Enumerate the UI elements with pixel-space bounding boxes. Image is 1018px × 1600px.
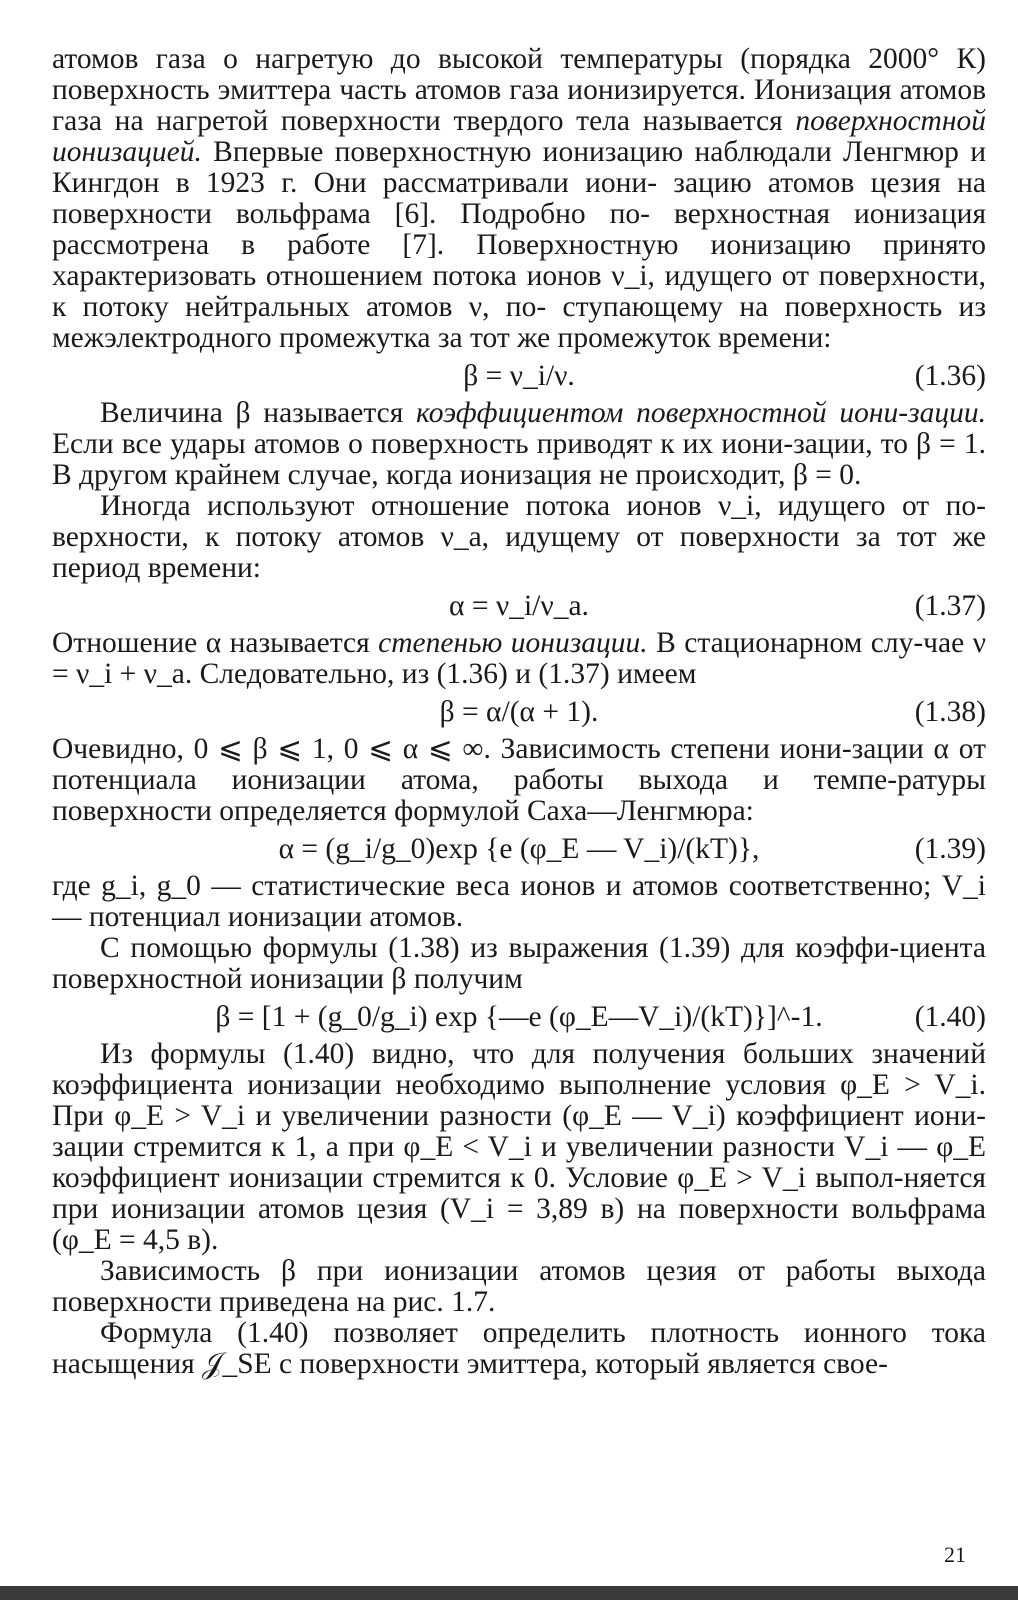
p4-rest: В стационарном слу-чае ν = ν_i + ν_a. Следовательно, из (1.36) и (1.37) имеем [52, 627, 986, 690]
paragraph-1 [52, 44, 986, 354]
equation-formula: β = α/(α + 1). [439, 696, 599, 728]
paragraph-7: С помощью формулы (1.38) из выражения (1.39) для коэффи-циента поверхностной ионизации β получим [52, 932, 986, 995]
equation-1-39 [52, 834, 986, 865]
equation-1-38 [52, 697, 986, 728]
paragraph-10: Формула (1.40) позволяет определить плотность ионного тока насыщения 𝒥_SE с поверхности эмиттера, который является свое- [52, 1317, 986, 1380]
p1-line-3: атомов газа на нагретой поверхности твердого тела называется [52, 74, 987, 137]
scan-bottom-edge [0, 1586, 1018, 1600]
paragraph-4 [52, 628, 986, 690]
term-degree-of-ionization: степенью ионизации. [378, 627, 648, 659]
p2-lead: Величина β называется [100, 397, 417, 429]
p4-lead: Отношение α называется [52, 627, 379, 659]
p2-rest: Если все удары атомов о поверхность приводят к их иони-зации, то β = 1. В другом крайнем случае, когда ионизация не происходит, β = 0. [52, 428, 986, 491]
p1-line-5: наблюдали Ленгмюр и Кингдон в 1923 г. Они рассматривали иони- [52, 136, 986, 199]
equation-1-40 [52, 1002, 986, 1033]
p1-line-10: ступающему на поверхность из межэлектродного промежутка [52, 291, 986, 354]
p1-line-7: верхностная ионизация рассмотрена в работе [7]. Поверхностную [52, 198, 987, 261]
equation-number: (1.36) [914, 360, 986, 392]
page-number: 21 [944, 1542, 966, 1567]
equation-number: (1.40) [914, 1001, 986, 1033]
equation-1-37 [52, 591, 986, 622]
equation-1-36 [52, 361, 986, 392]
equation-number: (1.38) [914, 696, 986, 728]
p1-line-4: Впервые поверхностную ионизацию [201, 136, 684, 168]
p1-line-6: зацию атомов цезия на поверхности вольфрама [6]. Подробно по- [52, 167, 986, 230]
term-surface-ionization: поверхностной ионизацией. [52, 105, 986, 168]
paragraph-2 [52, 398, 986, 491]
equation-formula: α = (g_i/g_0)exp {e (φ_E — V_i)/(kT)}, [278, 833, 760, 865]
paragraph-6: где g_i, g_0 — статистические веса ионов и атомов соответственно; V_i — потенциал ионизации атомов. [52, 870, 986, 933]
p1-line-2: поверхность эмиттера часть атомов газа ионизируется. Ионизация [52, 74, 892, 106]
term-surface-ionization-coefficient: коэффициентом поверхностной иони-зации. [416, 397, 986, 429]
equation-formula: β = ν_i/ν. [463, 360, 575, 392]
page-body [52, 44, 986, 1380]
p1-line-9: ν_i, идущего от поверхности, к потоку нейтральных атомов ν, по- [52, 260, 986, 323]
paragraph-3: Иногда используют отношение потока ионов ν_i, идущего от по-верхности, к потоку атомов ν_a, идущему от поверхности за тот же период времени: [52, 490, 986, 584]
p1-line-1: атомов газа о нагретую до высокой температуры (порядка 2000° К) [52, 43, 986, 75]
equation-formula: β = [1 + (g_0/g_i) exp {—e (φ_E—V_i)/(kT)}]^-1. [215, 1001, 823, 1033]
paragraph-5: Очевидно, 0 ⩽ β ⩽ 1, 0 ⩽ α ⩽ ∞. Зависимость степени иони-зации α от потенциала ионизации атома, работы выхода и темпе-ратуры поверхности определяется формулой Саха—Ленгмюра: [52, 733, 986, 827]
equation-number: (1.37) [914, 590, 986, 622]
equation-number: (1.39) [914, 833, 986, 865]
equation-formula: α = ν_i/ν_a. [449, 590, 589, 622]
paragraph-9: Зависимость β при ионизации атомов цезия от работы выхода поверхности приведена на рис. 1.7. [52, 1255, 986, 1318]
p1-line-11: за тот же промежуток времени: [437, 322, 832, 354]
p1-line-8: ионизацию принято характеризовать отношением потока ионов [52, 229, 987, 292]
paragraph-8: Из формулы (1.40) видно, что для получения больших значений коэффициента ионизации необходимо выполнение условия φ_E > V_i. При φ_E > V_i и увеличении разности (φ_E — V_i) коэффициент иони-зации стремится к 1, а при φ_E < V_i и увеличении разности V_i — φ_E коэффициент ионизации стремится к 0. Условие φ_E > V_i выпол-няется при ионизации атомов цезия (V_i = 3,89 в) на поверхности вольфрама (φ_E = 4,5 в). [52, 1038, 986, 1256]
